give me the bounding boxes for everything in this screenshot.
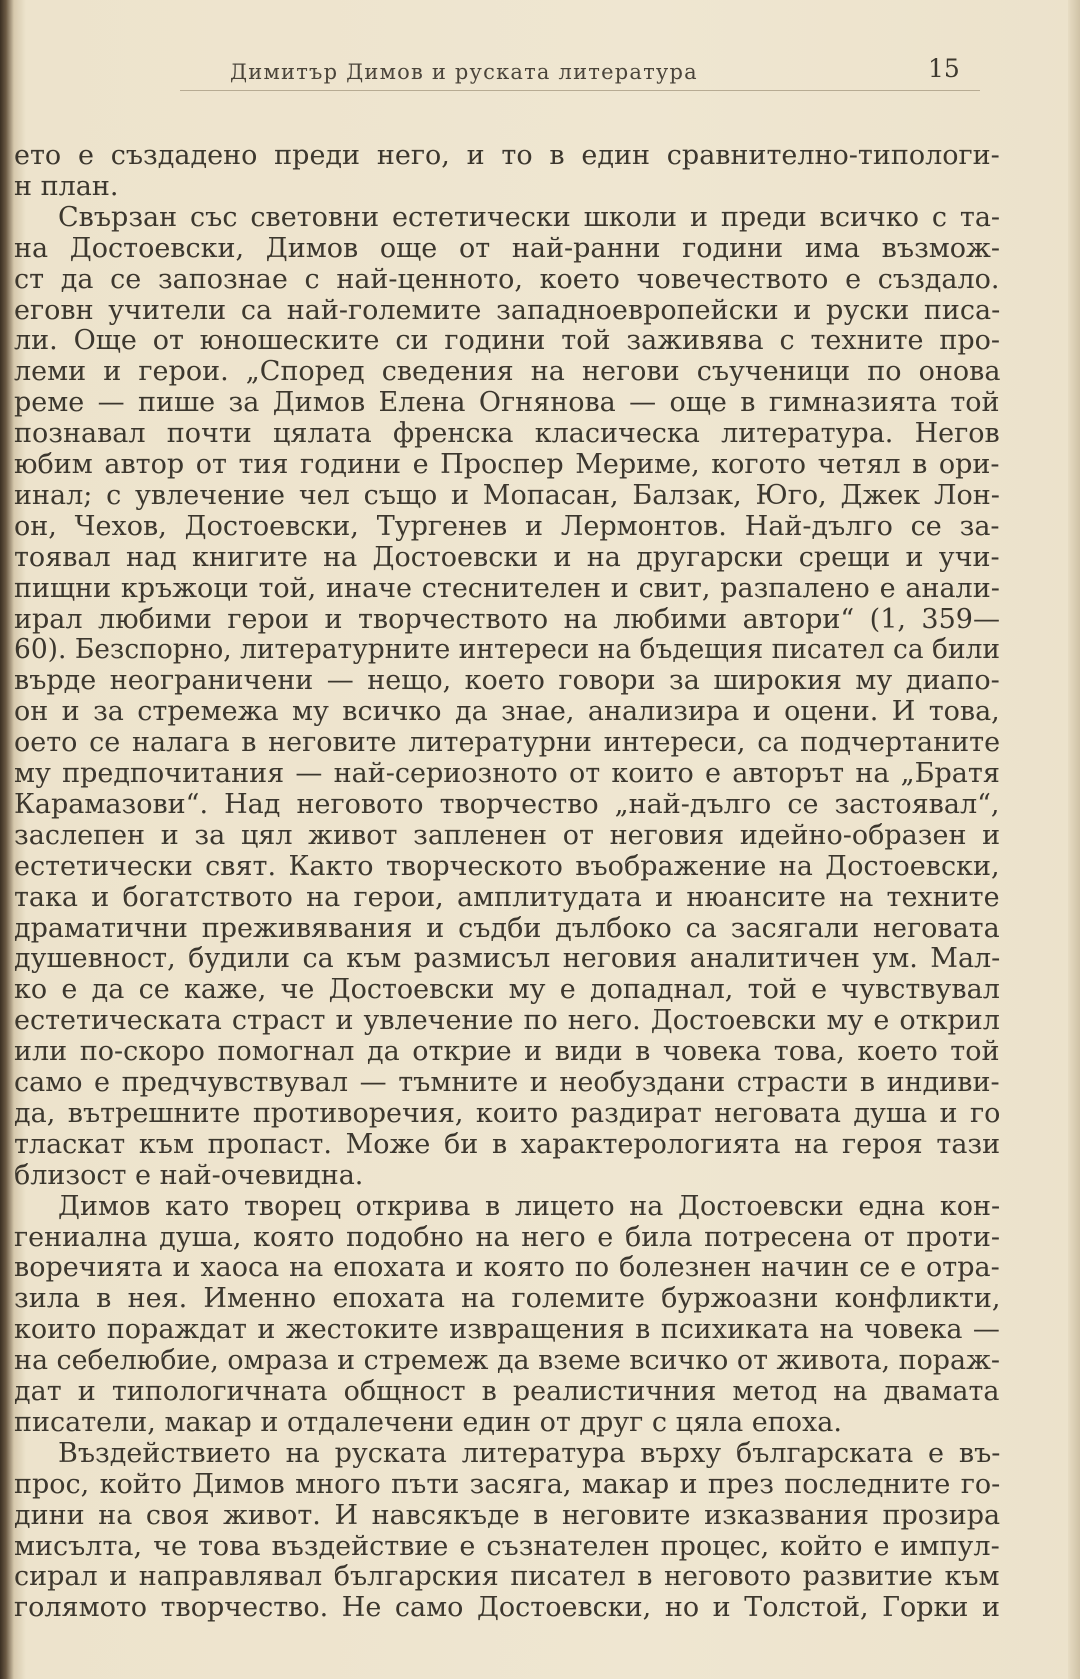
text-line: ето е създадено преди него, и то в един сравнително-типологи- bbox=[14, 140, 1000, 171]
text-line: така и богатството на герои, амплитудата и нюансите на техните bbox=[14, 881, 1000, 913]
text-line: голямото творчество. Не само Достоевски, но и Толстой, Горки и bbox=[14, 1592, 1000, 1624]
text-line: он и за стремежа му всичко да знае, анализира и оцени. И това, bbox=[14, 696, 1000, 728]
text-line: Димов като творец открива в лицето на Достоевски една кон- bbox=[58, 1190, 1001, 1222]
text-line: леми и герои. „Според сведения на негови съученици по онова bbox=[14, 356, 1001, 388]
text-line: или по-скоро помогнал да открие и види в човека това, което той bbox=[14, 1036, 1000, 1068]
text-line: гениална душа, която подобно на него е била потресена от проти- bbox=[14, 1221, 1000, 1253]
page-header bbox=[0, 52, 1080, 92]
text-line: пищни кръжоци той, иначе стеснителен и свит, разпалено е анали- bbox=[14, 572, 1000, 604]
text-line: естетическата страст и увлечение по него. Достоевски му е открил bbox=[14, 1005, 1000, 1037]
text-line: да, вътрешните противоречия, които раздират неговата душа и го bbox=[14, 1097, 1001, 1129]
text-line: които пораждат и жестоките извращения в психиката на човека — bbox=[14, 1314, 1000, 1346]
text-line: еговн учители са най-големите западноевропейски и руски писа- bbox=[14, 294, 1001, 326]
text-line: Свързан със световни естетически школи и преди всичко с та- bbox=[58, 201, 1001, 233]
text-line: ирал любими герои и творчеството на любими автори“ (1, 359— bbox=[14, 603, 1000, 635]
text-line: зила в нея. Именно епохата на големите буржоазни конфликти, bbox=[14, 1283, 1001, 1315]
text-line: ко е да се каже, че Достоевски му е допаднал, той е чувствувал bbox=[14, 974, 1000, 1006]
text-line: тласкат към пропаст. Може би в характерологията на героя тази bbox=[14, 1128, 1001, 1160]
text-line: познавал почти цялата френска класическа литература. Негов bbox=[14, 418, 1000, 450]
text-line: ли. Още от юношеските си години той заживява с техните про- bbox=[14, 325, 1001, 357]
text-line: реме — пише за Димов Елена Огнянова — още в гимназията той bbox=[14, 387, 1000, 419]
text-line: оето се налага в неговите литературни интереси, са подчертаните bbox=[14, 727, 1001, 759]
text-line: драматични преживявания и съдби дълбоко са засягали неговата bbox=[14, 912, 1000, 944]
text-line: близост е най-очевидна. bbox=[14, 1159, 364, 1191]
text-line: на Достоевски, Димов още от най-ранни години има възмож- bbox=[14, 232, 1001, 264]
text-line: само е предчувствувал — тъмните и необуздани страсти в индиви- bbox=[14, 1067, 1000, 1098]
text-line: заслепен и за цял живот запленен от неговия идейно-образен и bbox=[14, 819, 1001, 851]
text-line: воречията и хаоса на епохата и която по болезнен начин се е отра- bbox=[14, 1252, 1000, 1284]
text-line: писатели, макар и отдалечени един от друг с цяла епоха. bbox=[14, 1406, 842, 1438]
text-line: дат и типологичната общност в реалистичния метод на двамата bbox=[14, 1376, 1000, 1407]
text-line: душевност, будили са към размисъл неговия аналитичен ум. Мал- bbox=[14, 943, 1001, 975]
text-line: върде неограничени — нещо, което говори за широкия му диапо- bbox=[14, 665, 1000, 697]
text-line: н план. bbox=[14, 170, 119, 202]
text-line: Карамазови“. Над неговото творчество „най-дълго се застоявал“, bbox=[14, 788, 1000, 820]
header-rule bbox=[180, 90, 980, 91]
text-line: ст да се запознае с най-ценното, което човечеството е създало. bbox=[14, 263, 1000, 295]
text-line: тоявал над книгите на Достоевски и на другарски срещи и учи- bbox=[14, 541, 1000, 573]
text-line: инал; с увлечение чел също и Мопасан, Балзак, Юго, Джек Лон- bbox=[14, 479, 1000, 511]
text-line: сирал и направлявал българския писател в неговото развитие към bbox=[14, 1561, 1000, 1593]
text-line: 60). Безспорно, литературните интереси на бъдещия писател са били bbox=[14, 634, 1001, 666]
text-line: му предпочитания — най-сериозното от които е авторът на „Братя bbox=[14, 758, 1000, 789]
text-line: мисълта, че това въздействие е съзнателен процес, който е импул- bbox=[14, 1530, 1000, 1562]
text-line: он, Чехов, Достоевски, Тургенев и Лермонтов. Най-дълго се за- bbox=[14, 510, 1000, 542]
page-number: 15 bbox=[928, 54, 960, 83]
text-line: Въздействието на руската литература върху българската е въ- bbox=[58, 1437, 1001, 1469]
running-head: Димитър Димов и руската литература bbox=[230, 60, 698, 84]
text-line: юбим автор от тия години е Проспер Мериме, когото четял в ори- bbox=[14, 449, 1000, 480]
page-edge bbox=[1068, 0, 1080, 1679]
text-line: дини на своя живот. И навсякъде в неговите изказвания прозира bbox=[14, 1499, 1001, 1531]
text-line: на себелюбие, омраза и стремеж да вземе всичко от живота, пораж- bbox=[14, 1345, 1000, 1377]
text-line: прос, който Димов много пъти засяга, макар и през последните го- bbox=[14, 1468, 1001, 1500]
text-line: естетически свят. Както творческото въображение на Достоевски, bbox=[14, 850, 1000, 882]
